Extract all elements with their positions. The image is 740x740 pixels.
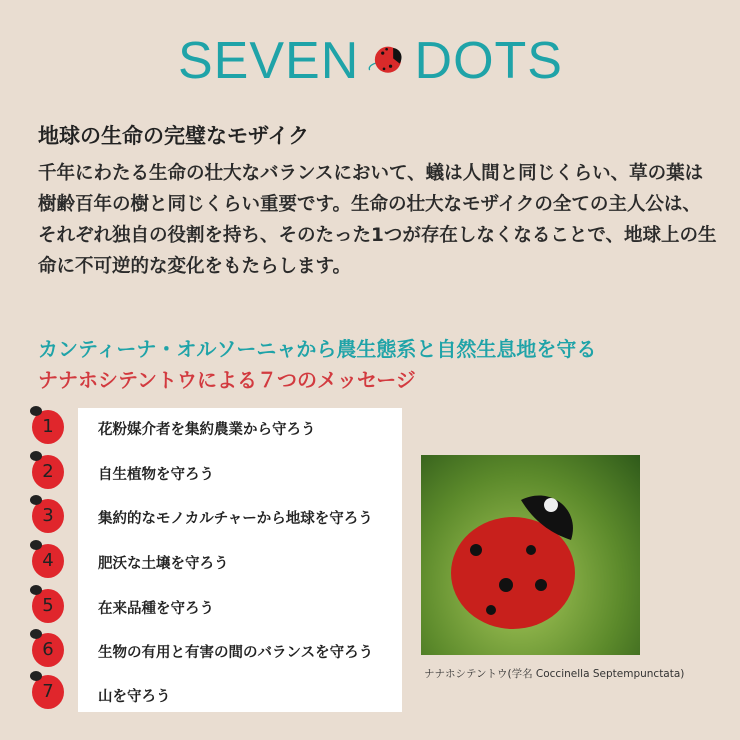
- seven-dots-logo: [178, 28, 563, 94]
- message-text: 生物の有用と有害の間のバランスを守ろう: [98, 645, 374, 661]
- ladybug-photo-icon: [421, 455, 640, 655]
- message-text: 集約的なモノカルチャーから地球を守ろう: [98, 511, 373, 527]
- intro-text: 千年にわたる生命の壮大なバランスにおいて、蟻は人間と同じくらい、草の葉は樹齢百年の樹と同じくらい重要です。生命の壮大なモザイクの全ての主人公は、それぞれ独自の役割を持ち、そのたった1つが存在しなくなることで、地球上の生命に不可逆的な変化をもたらします。: [38, 163, 717, 277]
- ladybug-number-icon: 7: [32, 675, 64, 709]
- subheading-red: ナナホシテントウによる７つのメッセージ: [38, 368, 416, 392]
- message-text: 花粉媒介者を集約農業から守ろう: [98, 422, 316, 438]
- message-text: 自生植物を守ろう: [98, 467, 214, 483]
- ladybug-photo: [421, 455, 640, 655]
- message-text: 肥沃な土壌を守ろう: [98, 556, 229, 572]
- message-text: 在来品種を守ろう: [98, 601, 214, 617]
- ladybug-number-icon: 3: [32, 499, 64, 533]
- logo-text-right: DOTS: [414, 32, 563, 90]
- messages-panel: [78, 408, 402, 712]
- ladybug-number-icon: 6: [32, 633, 64, 667]
- photo-caption: ナナホシテントウ(学名 Coccinella Septempunctata): [424, 668, 685, 680]
- ladybug-number-icon: 4: [32, 544, 64, 578]
- ladybug-number-icon: 5: [32, 589, 64, 623]
- ladybug-logo-icon: [367, 35, 406, 87]
- ladybug-number-icon: 2: [32, 455, 64, 489]
- message-text: 山を守ろう: [98, 689, 171, 705]
- logo-text-left: SEVEN: [178, 32, 360, 90]
- ladybug-number-icon: 1: [32, 410, 64, 444]
- page-title: 地球の生命の完璧なモザイク: [38, 124, 310, 148]
- subheading-teal: カンティーナ・オルソーニャから農生態系と自然生息地を守る: [38, 337, 597, 361]
